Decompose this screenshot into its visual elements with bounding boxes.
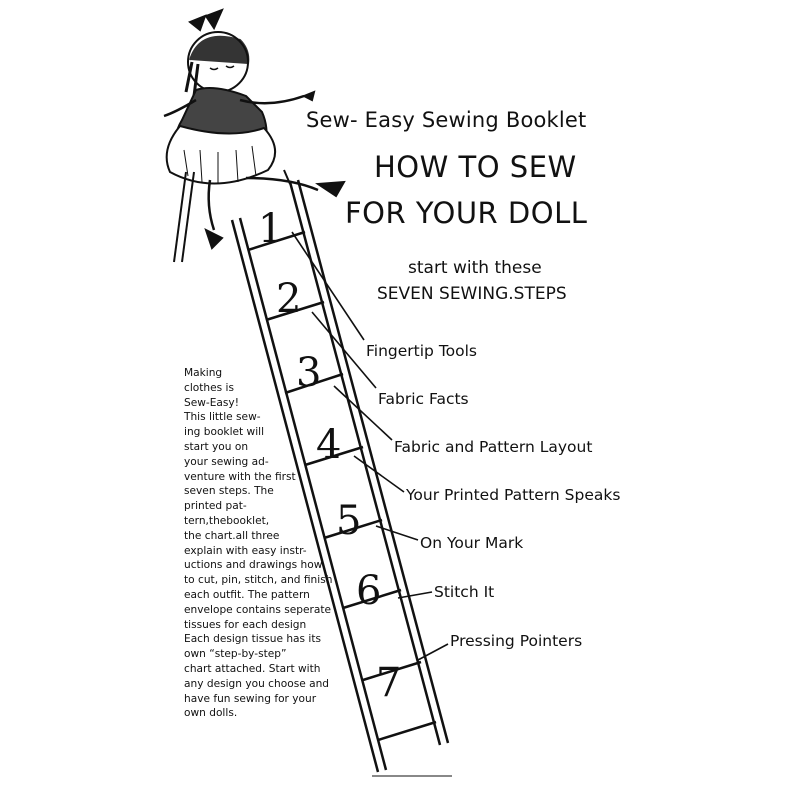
paragraph-line: uctions and drawings how (184, 559, 323, 572)
page-title-line-2: FOR YOUR DOLL (345, 196, 588, 230)
paragraph-line: the chart.all three (184, 529, 280, 542)
step-number-3: 3 (296, 350, 322, 396)
step-number-4: 4 (316, 422, 342, 468)
paragraph-line: any design you choose and (184, 677, 330, 690)
paragraph-line: own dolls. (184, 707, 238, 720)
paragraph-line: tissues for each design (184, 618, 307, 631)
paragraph-line: Sew-Easy! (184, 396, 239, 409)
intro-line-2: SEVEN SEWING.STEPS (377, 284, 567, 304)
paragraph-line: envelope contains seperate (184, 603, 332, 616)
paragraph-line: each outfit. The pattern (184, 588, 310, 601)
paragraph-line: own “step-by-step” (184, 648, 287, 661)
step-number-5: 5 (336, 498, 362, 544)
paragraph-line: have fun sewing for your (184, 692, 317, 705)
paragraph-line: venture with the first (184, 470, 296, 483)
leader-line-6 (398, 592, 432, 598)
paragraph-line: ing booklet will (184, 426, 265, 439)
paragraph-line: your sewing ad- (184, 455, 269, 468)
step-label-3: Fabric and Pattern Layout (394, 438, 593, 456)
step-label-1: Fingertip Tools (366, 342, 477, 360)
hair-bow-icon (190, 10, 222, 30)
page-title-line-1: HOW TO SEW (374, 150, 577, 184)
paragraph-line: chart attached. Start with (184, 662, 321, 675)
booklet-subtitle: Sew- Easy Sewing Booklet (306, 108, 587, 132)
step-label-4: Your Printed Pattern Speaks (406, 486, 621, 504)
step-number-7: 7 (376, 660, 402, 706)
step-number-2: 2 (276, 276, 302, 322)
paragraph-line: start you on (184, 440, 249, 453)
paragraph-line: printed pat- (184, 500, 247, 513)
paragraph-line: This little sew- (184, 411, 261, 424)
paragraph-line: explain with easy instr- (184, 544, 307, 557)
paragraph-line: Making (184, 367, 223, 379)
step-label-5: On Your Mark (420, 534, 524, 552)
paragraph-line: seven steps. The (184, 485, 274, 498)
paragraph-line: tern,thebooklet, (184, 514, 270, 527)
step-label-2: Fabric Facts (378, 390, 469, 408)
paragraph-line: Each design tissue has its (184, 633, 322, 646)
step-number-1: 1 (258, 206, 284, 252)
paragraph-line: to cut, pin, stitch, and finish (184, 574, 333, 587)
paragraph-line: clothes is (184, 381, 234, 394)
step-label-7: Pressing Pointers (450, 632, 583, 650)
intro-line-1: start with these (408, 258, 542, 278)
girl-figure (164, 10, 344, 262)
step-number-6: 6 (356, 568, 382, 614)
intro-paragraph (184, 366, 362, 721)
step-label-6: Stitch It (434, 583, 495, 601)
